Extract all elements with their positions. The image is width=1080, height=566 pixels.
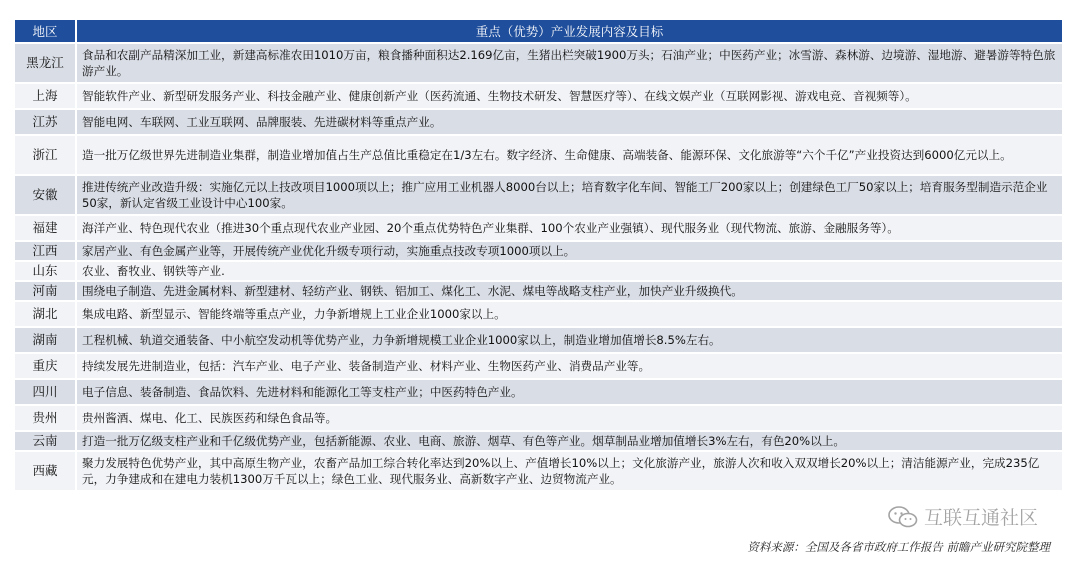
table-row xyxy=(15,84,1062,110)
table-row xyxy=(15,242,1062,262)
table-row xyxy=(15,354,1062,380)
region-cell: 山东 xyxy=(15,262,77,282)
content-cell: 围绕电子制造、先进金属材料、新型建材、轻纺产业、钢铁、铝加工、煤化工、水泥、煤电等战略支柱产业，加快产业升级换代。 xyxy=(77,282,1062,302)
table-row xyxy=(15,110,1062,136)
region-cell: 福建 xyxy=(15,216,77,242)
table-row xyxy=(15,452,1062,492)
content-cell: 海洋产业、特色现代农业（推进30个重点现代农业产业园、20个重点优势特色产业集群、100个农业产业强镇）、现代服务业（现代物流、旅游、金融服务等）。 xyxy=(77,216,1062,242)
table-row xyxy=(15,282,1062,302)
table-header-row xyxy=(15,20,1062,44)
table-row xyxy=(15,432,1062,452)
table-row xyxy=(15,176,1062,216)
table-row xyxy=(15,380,1062,406)
table-row xyxy=(15,406,1062,432)
region-cell: 浙江 xyxy=(15,136,77,176)
watermark-text: 互联互通社区 xyxy=(923,507,1038,529)
content-cell: 推进传统产业改造升级：实施亿元以上技改项目1000项以上；推广应用工业机器人8000台以上；培育数字化车间、智能工厂200家以上；创建绿色工厂50家以上；培育服务型制造示范企业50家，新认定省级工业设计中心100家。 xyxy=(77,176,1062,216)
watermark xyxy=(888,503,1038,530)
content-cell: 聚力发展特色优势产业，其中高原生物产业，农畜产品加工综合转化率达到20%以上、产值增长10%以上；文化旅游产业，旅游人次和收入双双增长20%以上；清洁能源产业，完成235亿元，力争建成和在建电力装机1300万千瓦以上；绿色工业、现代服务业、高新数字产业、边贸物流产业。 xyxy=(77,452,1062,492)
region-cell: 河南 xyxy=(15,282,77,302)
table-row xyxy=(15,44,1062,84)
table-row xyxy=(15,216,1062,242)
content-cell: 智能电网、车联网、工业互联网、品牌服装、先进碳材料等重点产业。 xyxy=(77,110,1062,136)
header-region: 地区 xyxy=(15,20,77,44)
content-cell: 打造一批万亿级支柱产业和千亿级优势产业，包括新能源、农业、电商、旅游、烟草、有色等产业。烟草制品业增加值增长3%左右，有色20%以上。 xyxy=(77,432,1062,452)
content-cell: 贵州酱酒、煤电、化工、民族医药和绿色食品等。 xyxy=(77,406,1062,432)
content-cell: 持续发展先进制造业，包括：汽车产业、电子产业、装备制造产业、材料产业、生物医药产业、消费品产业等。 xyxy=(77,354,1062,380)
content-cell: 工程机械、轨道交通装备、中小航空发动机等优势产业，力争新增规模工业企业1000家以上，制造业增加值增长8.5%左右。 xyxy=(77,328,1062,354)
region-cell: 西藏 xyxy=(15,452,77,492)
region-cell: 四川 xyxy=(15,380,77,406)
content-cell: 农业、畜牧业、钢铁等产业. xyxy=(77,262,1062,282)
region-cell: 安徽 xyxy=(15,176,77,216)
table-row xyxy=(15,302,1062,328)
region-cell: 湖北 xyxy=(15,302,77,328)
content-cell: 集成电路、新型显示、智能终端等重点产业，力争新增规上工业企业1000家以上。 xyxy=(77,302,1062,328)
region-cell: 黑龙江 xyxy=(15,44,77,84)
source-note: 资料来源：全国及各省市政府工作报告 前瞻产业研究院整理 xyxy=(747,540,1050,554)
content-cell: 食品和农副产品精深加工业，新建高标准农田1010万亩，粮食播种面积达2.169亿亩，生猪出栏突破1900万头；石油产业；中医药产业；冰雪游、森林游、边境游、湿地游、避暑游等特色旅游产业。 xyxy=(77,44,1062,84)
table-row xyxy=(15,328,1062,354)
region-cell: 江西 xyxy=(15,242,77,262)
industry-table xyxy=(15,20,1062,492)
region-cell: 上海 xyxy=(15,84,77,110)
region-cell: 贵州 xyxy=(15,406,77,432)
region-cell: 湖南 xyxy=(15,328,77,354)
wechat-icon xyxy=(888,505,918,529)
region-cell: 重庆 xyxy=(15,354,77,380)
content-cell: 家居产业、有色金属产业等，开展传统产业优化升级专项行动，实施重点技改专项1000项以上。 xyxy=(77,242,1062,262)
content-cell: 电子信息、装备制造、食品饮料、先进材料和能源化工等支柱产业；中医药特色产业。 xyxy=(77,380,1062,406)
header-content: 重点（优势）产业发展内容及目标 xyxy=(77,20,1062,44)
content-cell: 造一批万亿级世界先进制造业集群，制造业增加值占生产总值比重稳定在1/3左右。数字经济、生命健康、高端装备、能源环保、文化旅游等“六个千亿”产业投资达到6000亿元以上。 xyxy=(77,136,1062,176)
table-row xyxy=(15,262,1062,282)
region-cell: 江苏 xyxy=(15,110,77,136)
region-cell: 云南 xyxy=(15,432,77,452)
content-cell: 智能软件产业、新型研发服务产业、科技金融产业、健康创新产业（医药流通、生物技术研发、智慧医疗等）、在线文娱产业（互联网影视、游戏电竞、音视频等）。 xyxy=(77,84,1062,110)
table-row xyxy=(15,136,1062,176)
